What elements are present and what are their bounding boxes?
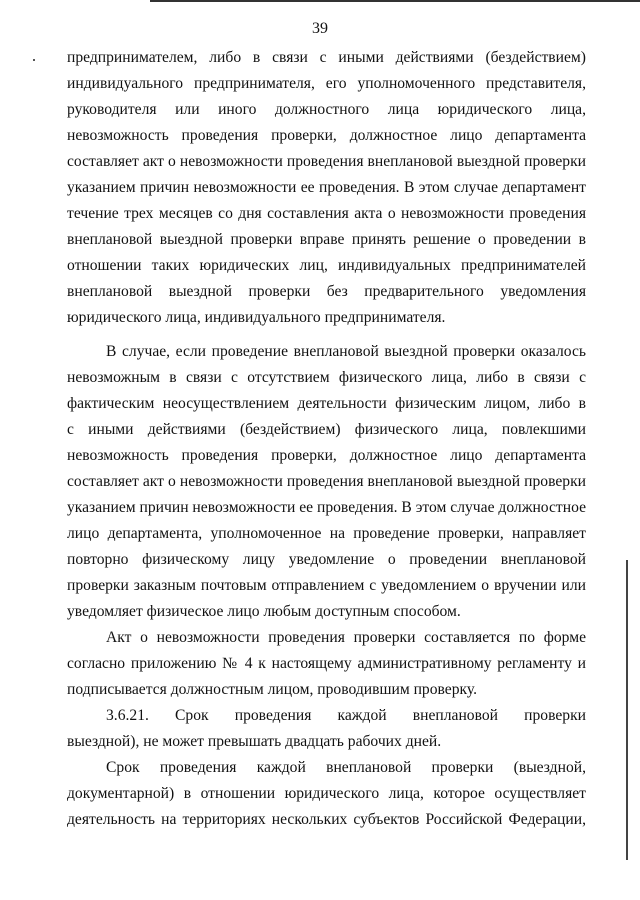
text-line: Срок проведения каждой внеплановой проверки (выездной,: [106, 759, 586, 776]
text-line: составляет акт о невозможности проведения внеплановой выездной проверки: [67, 153, 586, 170]
scan-edge-right: [626, 560, 628, 860]
text-line: предпринимателем, либо в связи с иными действиями (бездействием): [67, 49, 586, 66]
text-line: невозможность проведения проверки, должностное лицо департамента: [67, 127, 586, 144]
text-line: деятельность на территориях нескольких субъектов Российской Федерации,: [67, 811, 586, 828]
text-line: составляет акт о невозможности проведения внеплановой выездной проверки: [67, 473, 586, 490]
paragraph: [67, 339, 586, 625]
text-line: индивидуального предпринимателя, его уполномоченного представителя,: [67, 75, 586, 92]
scan-edge-top: [150, 0, 640, 2]
text-line: с иными действиями (бездействием) физического лица, повлекшими: [67, 421, 586, 438]
paragraph: [67, 625, 586, 703]
text-line: указанием причин невозможности ее проведения. В этом случае департамент: [67, 179, 586, 196]
text-line: выездной), не может превышать двадцать рабочих дней.: [67, 733, 442, 750]
text-line: невозможность проведения проверки, должностное лицо департамента: [67, 447, 586, 464]
text-line: согласно приложению № 4 к настоящему административному регламенту и: [67, 655, 586, 672]
text-line: внеплановой выездной проверки без предварительного уведомления: [67, 283, 586, 300]
text-line: 3.6.21. Срок проведения каждой внеплановой проверки: [106, 707, 586, 724]
page-number: 39: [312, 20, 328, 37]
paragraph: [67, 45, 586, 331]
paragraph: [67, 703, 586, 755]
text-line: Акт о невозможности проведения проверки составляется по форме: [106, 629, 586, 646]
text-line: невозможным в связи с отсутствием физического лица, либо в связи с: [67, 369, 586, 386]
text-line: отношении таких юридических лиц, индивидуальных предпринимателей: [67, 257, 586, 274]
text-line: юридического лица, индивидуального предпринимателя.: [67, 309, 446, 326]
text-line: течение трех месяцев со дня составления акта о невозможности проведения: [67, 205, 586, 222]
text-line: документарной) в отношении юридического лица, которое осуществляет: [67, 785, 586, 802]
text-line: фактическим неосуществлением деятельности физическим лицом, либо в: [67, 395, 586, 412]
text-line: указанием причин невозможности ее проведения. В этом случае должностное: [67, 499, 586, 516]
text-line: подписывается должностным лицом, проводившим проверку.: [67, 681, 478, 698]
text-line: уведомляет физическое лицо любым доступным способом.: [67, 603, 461, 620]
text-line: В случае, если проведение внеплановой выездной проверки оказалось: [106, 343, 586, 360]
text-line: внеплановой выездной проверки вправе принять решение о проведении в: [67, 231, 586, 248]
text-line: проверки заказным почтовым отправлением с уведомлением о вручении или: [67, 577, 586, 594]
paragraph: [67, 755, 586, 833]
text-line: лицо департамента, уполномоченное на проведение проверки, направляет: [67, 525, 586, 542]
text-line: повторно физическому лицу уведомление о проведении внеплановой: [67, 551, 586, 568]
document-body: [67, 45, 586, 833]
text-line: руководителя или иного должностного лица юридического лица,: [67, 101, 586, 118]
scan-speck: [33, 59, 35, 61]
